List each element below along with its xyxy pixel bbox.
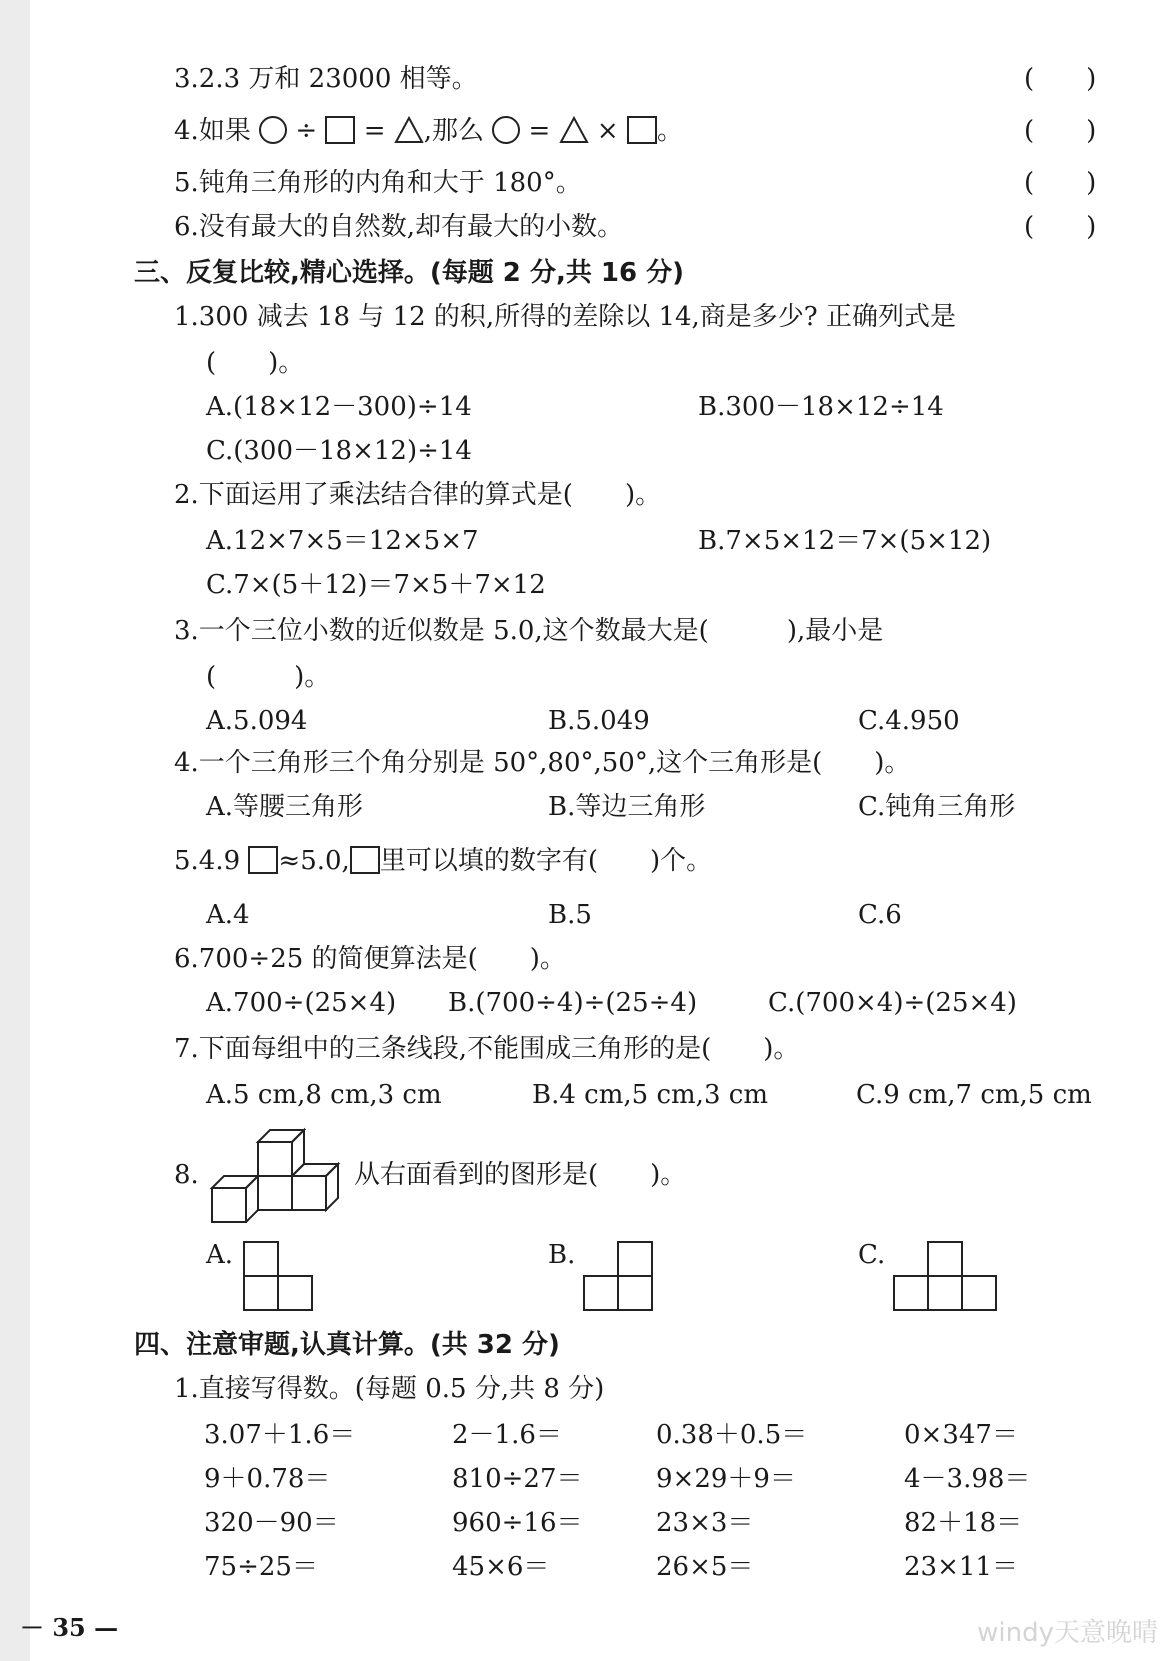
- q3-1-option-a: A.(18×12－300)÷14: [206, 392, 472, 422]
- q3-5-option-c: C.6: [858, 900, 902, 930]
- circle-shape: [492, 116, 520, 144]
- q3-2-option-b: B.7×5×12＝7×(5×12): [698, 526, 992, 556]
- option-a-view-figure: [242, 1240, 314, 1312]
- q3-1-option-b: B.300－18×12÷14: [698, 392, 944, 422]
- tf-item-4-if: 如果: [198, 116, 251, 146]
- left-margin-strip: [0, 0, 30, 1661]
- calc-r4-c2: 45×6＝: [452, 1552, 550, 1582]
- q3-3-line1: 3.一个三位小数的近似数是 5.0,这个数最大是( ),最小是: [174, 616, 884, 646]
- calc-r2-c4: 4－3.98＝: [904, 1464, 1031, 1494]
- page-number: [20, 1608, 118, 1643]
- page-number-dash-left: －: [20, 1613, 44, 1642]
- calc-r3-c3: 23×3＝: [656, 1508, 754, 1538]
- q3-5-pre: 5.4.9: [174, 846, 241, 876]
- q3-1-option-c: C.(300－18×12)÷14: [206, 436, 472, 466]
- calc-r3-c4: 82＋18＝: [904, 1508, 1023, 1538]
- q3-6-option-b: B.(700÷4)÷(25÷4): [448, 988, 698, 1018]
- q3-1-line1: 1.300 减去 18 与 12 的积,所得的差除以 14,商是多少? 正确列式是: [174, 302, 957, 332]
- page-number-value: 35: [52, 1613, 86, 1642]
- tf-item-3: 3.2.3 万和 23000 相等。: [174, 64, 478, 94]
- q3-4-option-c: C.钝角三角形: [858, 792, 1016, 822]
- calc-r2-c2: 810÷27＝: [452, 1464, 583, 1494]
- q3-3-option-a: A.5.094: [206, 706, 308, 736]
- tf-item-4-eq1: =: [363, 116, 386, 146]
- q3-3-option-c: C.4.950: [858, 706, 960, 736]
- square-shape: [325, 116, 355, 144]
- q3-8-option-c: C.: [858, 1240, 886, 1270]
- q3-6-text: 6.700÷25 的简便算法是( )。: [174, 944, 566, 974]
- tf-answer-6: ( ): [1024, 212, 1097, 242]
- tf-answer-3: ( ): [1024, 64, 1097, 94]
- q3-7-option-a: A.5 cm,8 cm,3 cm: [206, 1080, 442, 1110]
- q3-4-option-a: A.等腰三角形: [206, 792, 364, 822]
- q3-1-line2: ( )。: [206, 348, 305, 378]
- tf-item-4-mul: ×: [596, 116, 619, 146]
- q3-2-text: 2.下面运用了乘法结合律的算式是( )。: [174, 480, 662, 510]
- calc-r3-c1: 320－90＝: [204, 1508, 339, 1538]
- q4-1-title: 1.直接写得数。(每题 0.5 分,共 8 分): [174, 1374, 605, 1404]
- square-shape: [627, 116, 657, 144]
- q3-5-option-b: B.5: [548, 900, 592, 930]
- q3-4-text: 4.一个三角形三个角分别是 50°,80°,50°,这个三角形是( )。: [174, 748, 911, 778]
- q3-5-post: 里可以填的数字有( )个。: [379, 846, 713, 876]
- calc-r2-c3: 9×29＋9＝: [656, 1464, 796, 1494]
- triangle-shape: [394, 116, 424, 144]
- q3-7-option-b: B.4 cm,5 cm,3 cm: [532, 1080, 768, 1110]
- q3-8-num: 8.: [174, 1160, 199, 1190]
- calc-r4-c3: 26×5＝: [656, 1552, 754, 1582]
- tf-item-5: 5.钝角三角形的内角和大于 180°。: [174, 168, 582, 198]
- option-c-view-figure: [892, 1240, 998, 1312]
- page-number-dash-right: —: [94, 1613, 119, 1642]
- q3-3-option-b: B.5.049: [548, 706, 650, 736]
- square-shape: [350, 846, 380, 874]
- q3-7-text: 7.下面每组中的三条线段,不能围成三角形的是( )。: [174, 1034, 800, 1064]
- square-shape: [248, 846, 278, 874]
- circle-shape: [259, 116, 287, 144]
- q3-5-option-a: A.4: [206, 900, 250, 930]
- q3-2-option-c: C.7×(5＋12)＝7×5＋7×12: [206, 570, 546, 600]
- q3-5-text: [174, 844, 712, 878]
- q3-2-option-a: A.12×7×5＝12×5×7: [206, 526, 479, 556]
- section-4-title: 四、注意审题,认真计算。(共 32 分): [134, 1330, 560, 1360]
- q3-8-option-b: B.: [548, 1240, 576, 1270]
- option-b-view-figure: [582, 1240, 654, 1312]
- cube-stack-figure: [206, 1122, 356, 1226]
- calc-r3-c2: 960÷16＝: [452, 1508, 583, 1538]
- tf-answer-5: ( ): [1024, 168, 1097, 198]
- calc-r1-c3: 0.38＋0.5＝: [656, 1420, 808, 1450]
- q3-8-option-a: A.: [206, 1240, 234, 1270]
- tf-item-4: [174, 114, 683, 148]
- q3-6-option-a: A.700÷(25×4): [206, 988, 397, 1018]
- tf-item-4-end: 。: [656, 116, 683, 146]
- section-3-title: 三、反复比较,精心选择。(每题 2 分,共 16 分): [134, 258, 684, 288]
- q3-3-line2: ( )。: [206, 662, 331, 692]
- tf-item-4-num: 4.: [174, 116, 199, 146]
- triangle-shape: [559, 116, 589, 144]
- calc-r4-c4: 23×11＝: [904, 1552, 1018, 1582]
- tf-item-6: 6.没有最大的自然数,却有最大的小数。: [174, 212, 624, 242]
- calc-r1-c1: 3.07＋1.6＝: [204, 1420, 356, 1450]
- calc-r2-c1: 9＋0.78＝: [204, 1464, 331, 1494]
- q3-5-mid: ≈5.0,: [278, 846, 350, 876]
- calc-r4-c1: 75÷25＝: [204, 1552, 318, 1582]
- calc-r1-c4: 0×347＝: [904, 1420, 1018, 1450]
- tf-answer-4: ( ): [1024, 116, 1097, 146]
- watermark: windy天意晚晴: [977, 1618, 1158, 1648]
- calc-r1-c2: 2－1.6＝: [452, 1420, 562, 1450]
- tf-item-4-then: ,那么: [423, 116, 485, 146]
- q3-6-option-c: C.(700×4)÷(25×4): [768, 988, 1017, 1018]
- tf-item-4-eq2: =: [528, 116, 551, 146]
- q3-7-option-c: C.9 cm,7 cm,5 cm: [856, 1080, 1092, 1110]
- q3-8-text: 从右面看到的图形是( )。: [354, 1160, 687, 1190]
- tf-item-4-div: ÷: [295, 116, 318, 146]
- q3-4-option-b: B.等边三角形: [548, 792, 706, 822]
